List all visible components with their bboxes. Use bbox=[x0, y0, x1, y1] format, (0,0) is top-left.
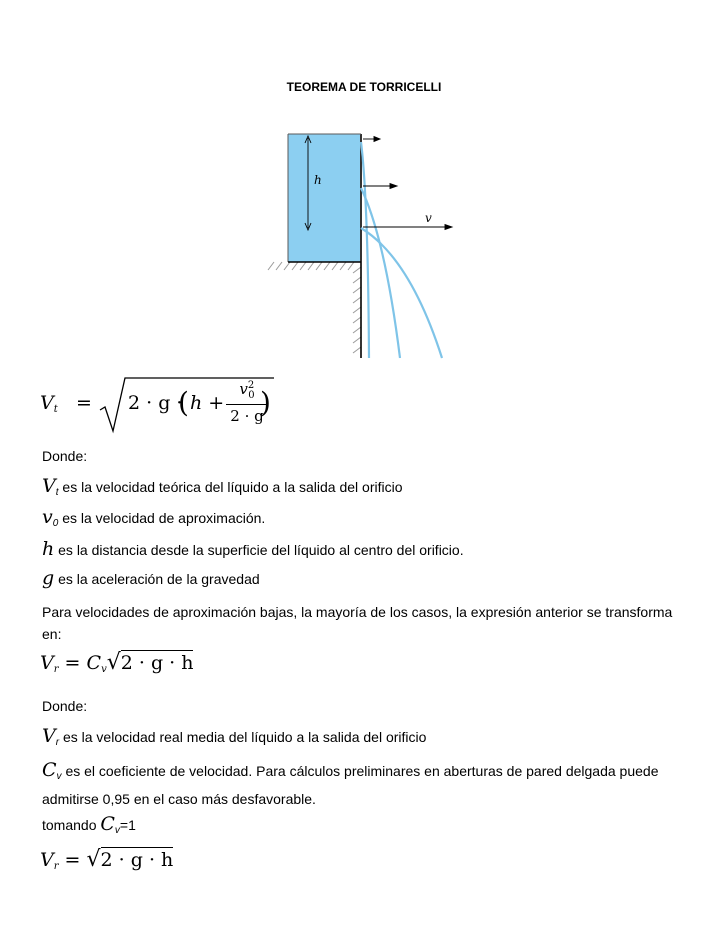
page-title: TEOREMA DE TORRICELLI bbox=[286, 80, 442, 94]
velocity-label: v bbox=[425, 211, 432, 225]
donde-label-2: Donde: bbox=[42, 698, 88, 714]
donde-label-1: Donde: bbox=[42, 448, 88, 464]
wall-hatch bbox=[353, 267, 361, 353]
definition-g: g es la aceleración de la gravedad bbox=[42, 567, 260, 589]
paragraph-low-velocity: Para velocidades de aproximación bajas, la mayoría de los casos, la expresión anterior se transforma en: bbox=[42, 604, 673, 642]
definition-v0: $v_0$ es la velocidad de aproximación. bbox=[42, 506, 266, 529]
water bbox=[288, 134, 360, 262]
definition-h: h es la distancia desde la superficie del líquido al centro del orificio. bbox=[42, 538, 464, 560]
tomando-line: tomando $C_v=1$ bbox=[42, 813, 136, 836]
formula-real-velocity-cv1: $V_r = √2 \cdot g \cdot h$ bbox=[40, 847, 174, 872]
velocity-arrows bbox=[363, 137, 452, 230]
definition-cv: $C_v$ es el coeficiente de velocidad. Para cálculos preliminares en aberturas de pared delgada puede admitirse 0,95 en el caso más desfavorable. bbox=[42, 759, 659, 807]
torricelli-diagram bbox=[260, 108, 460, 363]
definition-vr: $V_r$ es la velocidad real media del líquido a la salida del orificio bbox=[42, 725, 427, 748]
water-jets bbox=[361, 142, 442, 358]
formula-real-velocity: $V_r = C_v√2 \cdot g \cdot h$ bbox=[40, 650, 194, 675]
height-label: h bbox=[314, 173, 322, 187]
ground-hatch bbox=[268, 262, 354, 270]
definition-vt: $V_t$ es la velocidad teórica del líquido a la salida del orificio bbox=[42, 475, 403, 498]
